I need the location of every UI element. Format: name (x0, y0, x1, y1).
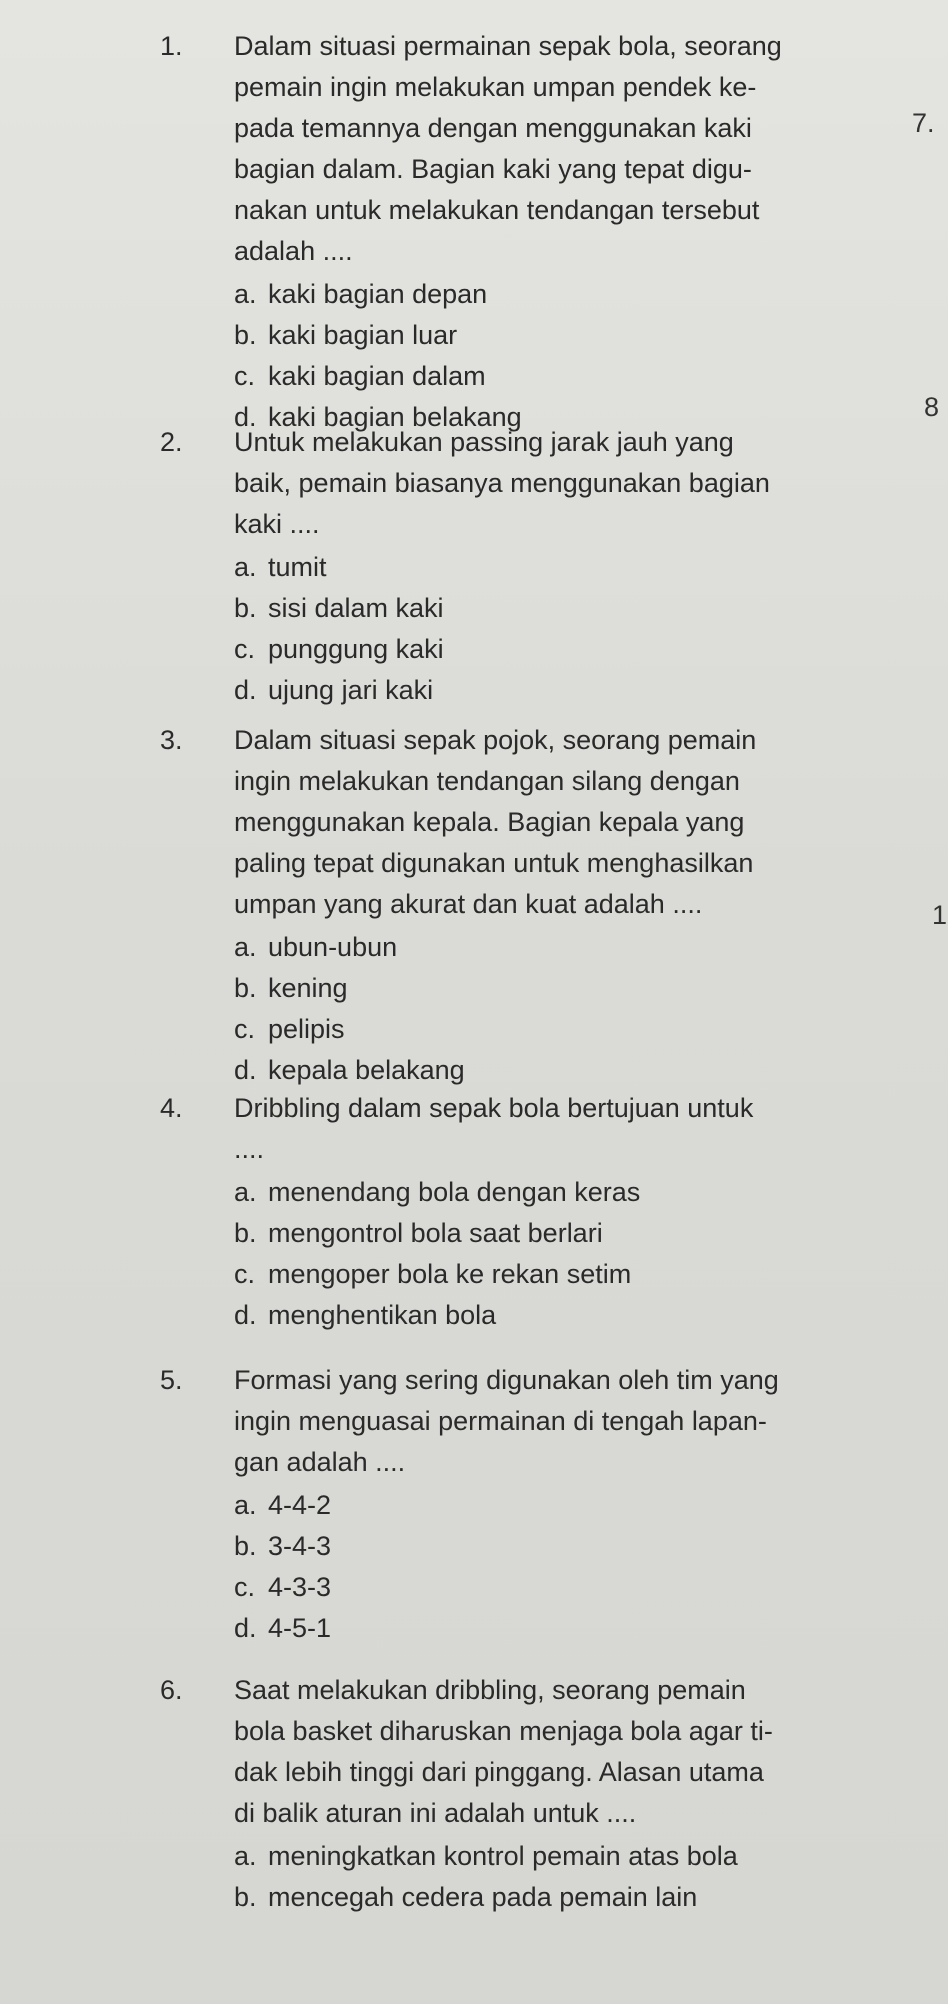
question-5 (160, 1360, 920, 1649)
question-number: 5. (160, 1365, 183, 1395)
option-letter: a. (234, 1177, 257, 1207)
question-number: 3. (160, 725, 183, 755)
option-b[interactable] (234, 588, 920, 629)
question-text: Saat melakukan dribbling, seorang pemain bola basket diharuskan menjaga bola agar ti- dak lebih tinggi dari pinggang. Alasan utama di balik aturan ini adalah untuk .... (234, 1675, 773, 1828)
option-letter: b. (234, 1882, 257, 1912)
option-letter: d. (234, 1300, 257, 1330)
option-letter: d. (234, 1055, 257, 1085)
option-letter: a. (234, 552, 257, 582)
option-letter: c. (234, 1014, 256, 1044)
answer-options (234, 927, 920, 1091)
option-letter: d. (234, 402, 257, 432)
question-number: 4. (160, 1093, 183, 1123)
option-b[interactable] (234, 1526, 920, 1567)
question-text: Formasi yang sering digunakan oleh tim yang ingin menguasai permainan di tengah lapan- gan adalah .... (234, 1365, 779, 1477)
question-2 (160, 422, 920, 711)
option-letter: a. (234, 279, 257, 309)
option-text: mengontrol bola saat berlari (268, 1218, 603, 1248)
option-letter: d. (234, 675, 257, 705)
option-text: meningkatkan kontrol pemain atas bola (268, 1841, 738, 1871)
option-text: 4-5-1 (268, 1613, 332, 1643)
option-text: mencegah cedera pada pemain lain (268, 1882, 698, 1912)
option-a[interactable] (234, 1172, 920, 1213)
question-number: 2. (160, 427, 183, 457)
option-letter: a. (234, 1841, 257, 1871)
option-c[interactable] (234, 1009, 920, 1050)
option-text: mengoper bola ke rekan setim (268, 1259, 632, 1289)
option-text: kaki bagian depan (268, 279, 488, 309)
option-text: 4-3-3 (268, 1572, 332, 1602)
option-letter: c. (234, 361, 256, 391)
question-text: Dalam situasi sepak pojok, seorang pemain ingin melakukan tendangan silang dengan menggunakan kepala. Bagian kepala yang paling tepat digunakan untuk menghasilkan umpan yang akurat dan kuat adalah .... (234, 725, 757, 919)
option-a[interactable] (234, 547, 920, 588)
question-number: 1. (160, 31, 183, 61)
margin-number-8: 8 (924, 392, 940, 422)
question-number: 6. (160, 1675, 183, 1705)
option-text: kaki bagian belakang (268, 402, 522, 432)
option-text: kening (268, 973, 348, 1003)
question-1 (160, 26, 920, 438)
option-a[interactable] (234, 1485, 920, 1526)
answer-options (234, 1172, 920, 1336)
option-letter: b. (234, 593, 257, 623)
question-6 (160, 1670, 920, 1918)
option-text: 4-4-2 (268, 1490, 332, 1520)
question-text: Untuk melakukan passing jarak jauh yang baik, pemain biasanya menggunakan bagian kaki .... (234, 427, 770, 539)
option-a[interactable] (234, 927, 920, 968)
option-letter: b. (234, 1531, 257, 1561)
option-letter: a. (234, 932, 257, 962)
option-a[interactable] (234, 1836, 920, 1877)
option-c[interactable] (234, 629, 920, 670)
answer-options (234, 547, 920, 711)
option-text: kaki bagian luar (268, 320, 458, 350)
option-b[interactable] (234, 1213, 920, 1254)
option-text: menghentikan bola (268, 1300, 497, 1330)
option-b[interactable] (234, 968, 920, 1009)
option-d[interactable] (234, 670, 920, 711)
option-text: ujung jari kaki (268, 675, 434, 705)
option-b[interactable] (234, 315, 920, 356)
option-a[interactable] (234, 274, 920, 315)
question-text: Dribbling dalam sepak bola bertujuan untuk .... (234, 1093, 754, 1164)
answer-options (234, 1836, 920, 1918)
option-letter: c. (234, 1572, 256, 1602)
option-text: kepala belakang (268, 1055, 465, 1085)
option-c[interactable] (234, 356, 920, 397)
option-text: tumit (268, 552, 327, 582)
option-text: kaki bagian dalam (268, 361, 486, 391)
option-letter: a. (234, 1490, 257, 1520)
margin-number-1: 1 (932, 900, 948, 930)
option-letter: b. (234, 320, 257, 350)
option-c[interactable] (234, 1254, 920, 1295)
option-text: 3-4-3 (268, 1531, 332, 1561)
question-3 (160, 720, 920, 1091)
question-4 (160, 1088, 920, 1336)
option-letter: c. (234, 1259, 256, 1289)
question-text: Dalam situasi permainan sepak bola, seorang pemain ingin melakukan umpan pendek ke- pada temannya dengan menggunakan kaki bagian dalam. Bagian kaki yang tepat digu- nakan untuk melakukan tendangan tersebut adalah .... (234, 31, 782, 266)
option-letter: b. (234, 973, 257, 1003)
answer-options (234, 274, 920, 438)
option-text: sisi dalam kaki (268, 593, 444, 623)
option-b[interactable] (234, 1877, 920, 1918)
option-letter: b. (234, 1218, 257, 1248)
option-d[interactable] (234, 1050, 920, 1091)
answer-options (234, 1485, 920, 1649)
margin-number-7: 7. (912, 108, 935, 138)
option-letter: c. (234, 634, 256, 664)
option-text: punggung kaki (268, 634, 444, 664)
option-text: ubun-ubun (268, 932, 398, 962)
option-text: pelipis (268, 1014, 345, 1044)
option-c[interactable] (234, 1567, 920, 1608)
option-d[interactable] (234, 1608, 920, 1649)
option-letter: d. (234, 1613, 257, 1643)
option-d[interactable] (234, 1295, 920, 1336)
option-text: menendang bola dengan keras (268, 1177, 641, 1207)
